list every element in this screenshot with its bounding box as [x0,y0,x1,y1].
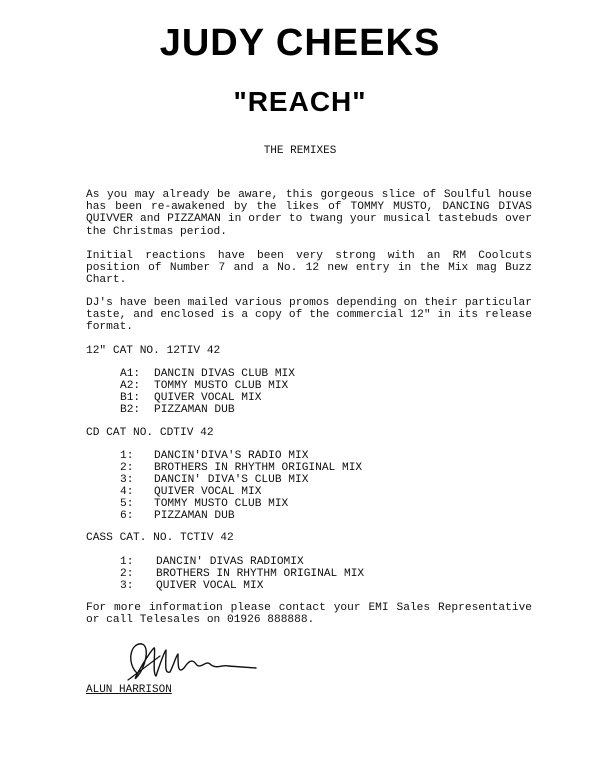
track-name: QUIVER VOCAL MIX [154,392,262,404]
track-name: TOMMY MUSTO CLUB MIX [154,498,289,510]
track-name: QUIVER VOCAL MIX [156,580,264,592]
promos-paragraph: DJ's have been mailed various promos depending on their particular taste, and enclosed is a copy of the commercial 12" in its release format. [86,297,532,334]
track-number: 1: [120,450,134,462]
list-item [120,498,362,510]
cd-tracklist [120,450,362,522]
track-number: B1: [120,392,141,404]
track-name: PIZZAMAN DUB [154,404,235,416]
intro-paragraph: As you may already be aware, this gorgeous slice of Soulful house has been re-awakened by the likes of TOMMY MUSTO, DANCING DIVAS QUIVVER and PIZZAMAN in order to twang your musical tastebuds over the Christmas period. [86,189,532,238]
track-name: QUIVER VOCAL MIX [154,486,262,498]
list-item [120,510,362,522]
subtitle: THE REMIXES [263,145,337,157]
reactions-paragraph: Initial reactions have been very strong with an RM Coolcuts position of Number 7 and a No. 12 new entry in the Mix mag Buzz Chart. [86,250,532,287]
twelve-inch-cat-heading: 12" CAT NO. 12TIV 42 [86,345,221,357]
list-item [120,392,295,404]
track-name: DANCIN' DIVA'S CLUB MIX [154,474,309,486]
list-item [120,368,295,380]
track-number: 5: [120,498,134,510]
single-title: "REACH" [233,86,367,117]
track-name: DANCIN DIVAS CLUB MIX [154,368,295,380]
track-name: PIZZAMAN DUB [154,510,235,522]
track-number: A2: [120,380,141,392]
cd-cat-heading: CD CAT NO. CDTIV 42 [86,427,214,439]
track-name: BROTHERS IN RHYTHM ORIGINAL MIX [156,568,365,580]
twelve-inch-tracklist [120,368,295,416]
handwritten-signature [120,634,260,686]
track-number: 1: [120,556,134,568]
list-item [120,568,364,580]
list-item [120,404,295,416]
list-item [120,450,362,462]
track-name: TOMMY MUSTO CLUB MIX [154,380,289,392]
track-number: 2: [120,462,134,474]
signatory-name: ALUN HARRISON [86,684,172,696]
track-number: A1: [120,368,141,380]
track-name: BROTHERS IN RHYTHM ORIGINAL MIX [154,462,363,474]
track-number: 3: [120,580,134,592]
list-item [120,486,362,498]
artist-heading: JUDY CHEEKS [159,22,441,64]
cass-tracklist [120,556,364,592]
track-name: DANCIN'DIVA'S RADIO MIX [154,450,309,462]
list-item [120,474,362,486]
list-item [120,580,364,592]
cass-cat-heading: CASS CAT. NO. TCTIV 42 [86,532,234,544]
contact-paragraph: For more information please contact your EMI Sales Representative or call Telesales on 01926 888888. [86,602,532,627]
track-number: 4: [120,486,134,498]
track-name: DANCIN' DIVAS RADIOMIX [156,556,304,568]
track-number: B2: [120,404,141,416]
list-item [120,380,295,392]
track-number: 6: [120,510,134,522]
track-number: 3: [120,474,134,486]
track-number: 2: [120,568,134,580]
list-item [120,556,364,568]
list-item [120,462,362,474]
